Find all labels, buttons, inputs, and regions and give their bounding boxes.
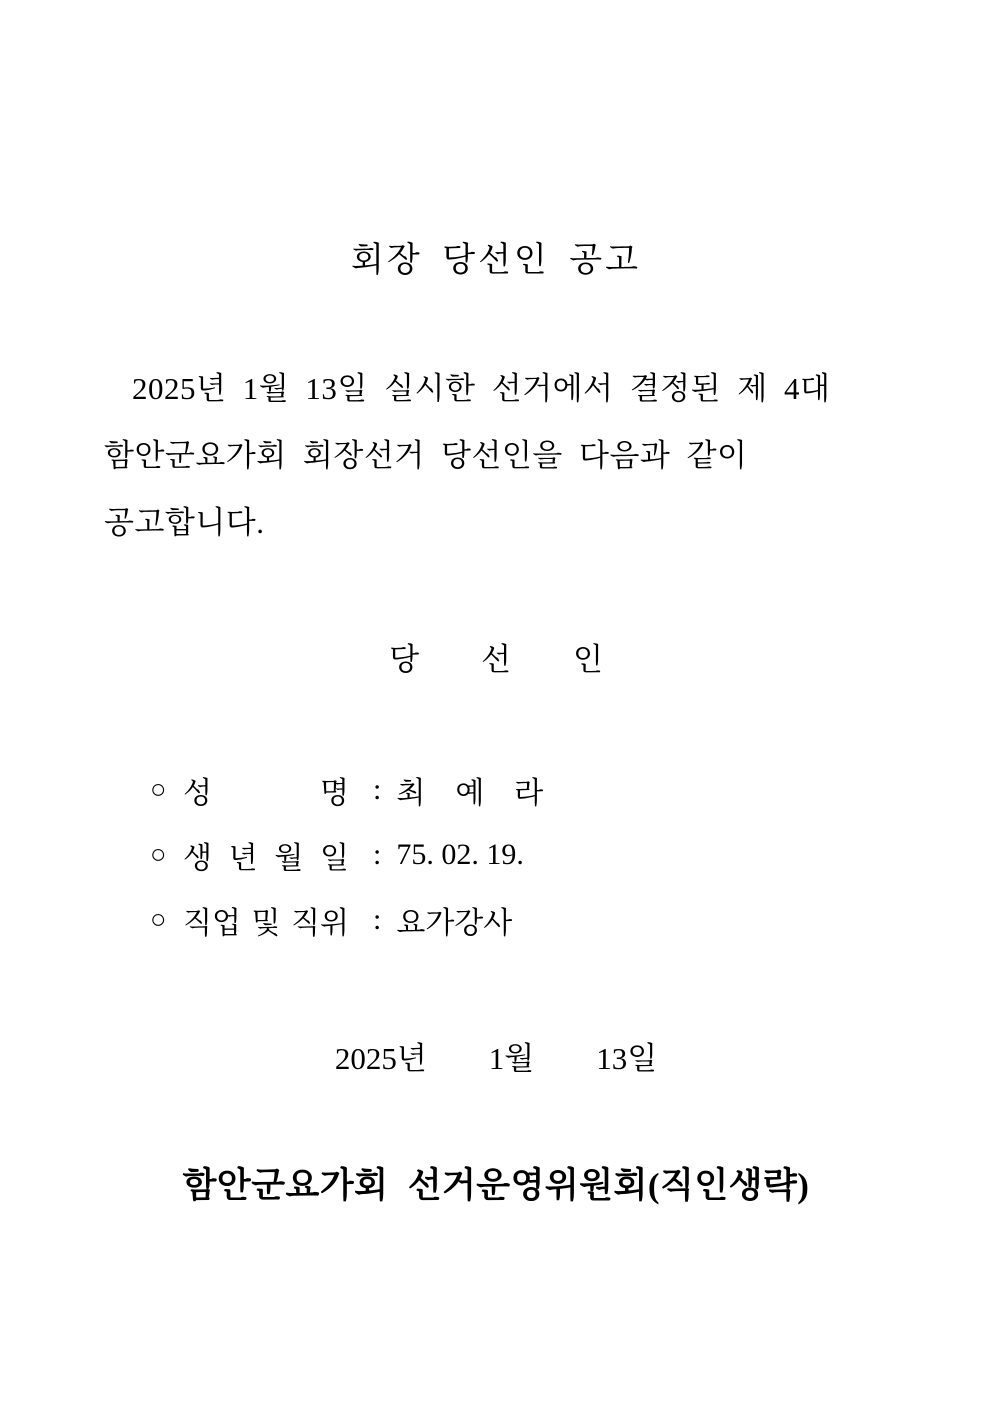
item-label-birthdate: 생 년 월 일 [183,841,349,875]
item-value-occupation: 요가강사 [396,906,513,940]
body-line-3: 공고합니다. [104,505,265,540]
list-item [150,822,543,887]
announcement-date: 2025년 1월 13일 [334,1041,658,1076]
body-paragraph [104,355,902,556]
page-title: 회장 당선인 공고 [351,242,641,279]
list-item [150,887,543,952]
colon-separator: : [373,772,382,806]
circle-bullet-icon: ○ [150,774,167,804]
body-line-1: 2025년 1월 13일 실시한 선거에서 결정된 제 4대 [132,371,831,406]
item-label-name: 성 명 [183,776,349,810]
item-value-name: 최 예 라 [396,776,544,810]
circle-bullet-icon: ○ [150,904,167,934]
item-label-occupation: 직업 및 직위 [183,906,349,940]
item-value-birthdate: 75. 02. 19. [396,837,524,871]
circle-bullet-icon: ○ [150,839,167,869]
winner-section-heading: 당 선 인 [389,642,603,677]
list-item [150,757,543,822]
issuer-signature: 함안군요가회 선거운영위원회(직인생략) [182,1166,810,1205]
winner-detail-list [150,757,543,952]
body-line-2: 함안군요가회 회장선거 당선인을 다음과 같이 [104,438,748,473]
colon-separator: : [373,837,382,871]
colon-separator: : [373,902,382,936]
